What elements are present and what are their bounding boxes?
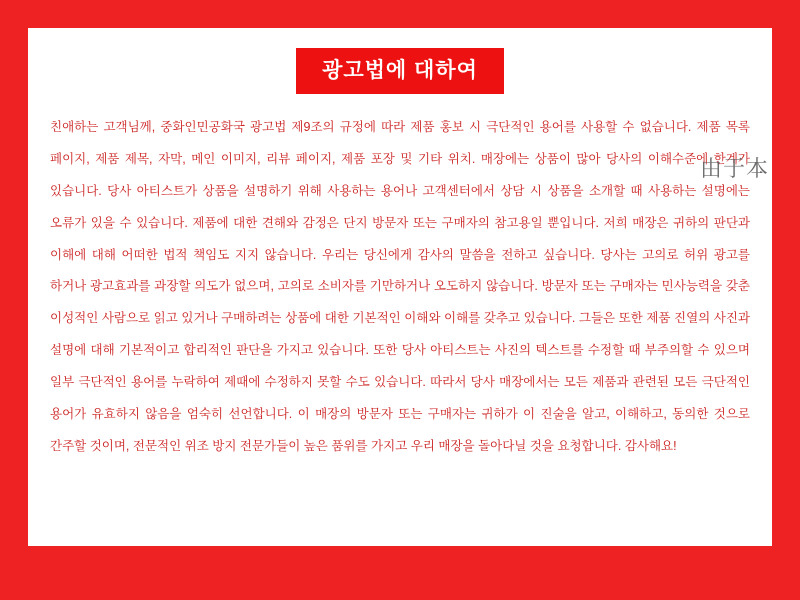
page-title-container <box>28 28 772 94</box>
document-body-text: 친애하는 고객님께, 중화인민공화국 광고법 제9조의 규정에 따라 제품 홍보 시 극단적인 용어를 사용할 수 없습니다. 제품 목록 페이지, 제품 제목, 자막, 메인 이미지, 리뷰 페이지, 제품 포장 및 기타 위치. 매장에는 상품이 많아 당사의 이해수준에 한계가 있습니다. 당사 아티스트가 상품을 설명하기 위해 사용하는 용어나 고객센터에서 상담 시 상품을 소개할 때 사용하는 설명에는 오류가 있을 수 있습니다. 제품에 대한 견해와 감정은 단지 방문자 또는 구매자의 참고용일 뿐입니다. 저희 매장은 귀하의 판단과 이해에 대해 어떠한 법적 책임도 지지 않습니다. 우리는 당신에게 감사의 말씀을 전하고 싶습니다. 당사는 고의로 허위 광고를 하거나 광고효과를 과장할 의도가 없으며, 고의로 소비자를 기만하거나 오도하지 않습니다. 방문자 또는 구매자는 민사능력을 갖춘 이성적인 사람으로 읽고 있거나 구매하려는 상품에 대한 기본적인 이해와 이해를 갖추고 있습니다. 그들은 또한 제품 진열의 사진과 설명에 대해 기본적이고 합리적인 판단을 가지고 있습니다. 또한 당사 아티스트는 사진의 텍스트를 수정할 때 부주의할 수 있으며 일부 극단적인 용어를 누락하여 제때에 수정하지 못할 수도 있습니다. 따라서 당사 매장에서는 모든 제품과 관련된 모든 극단적인 용어가 유효하지 않음을 엄숙히 선언합니다. 이 매장의 방문자 또는 구매자는 귀하가 이 진술을 알고, 이해하고, 동의한 것으로 간주할 것이며, 전문적인 위조 방지 전문가들이 높은 품위를 가지고 우리 매장을 돌아다닐 것을 요청합니다. 감사해요! <box>50 120 750 453</box>
watermark-text: 由于本 <box>700 157 770 182</box>
document-page <box>28 28 772 546</box>
page-title: 광고법에 대하여 <box>296 48 504 94</box>
